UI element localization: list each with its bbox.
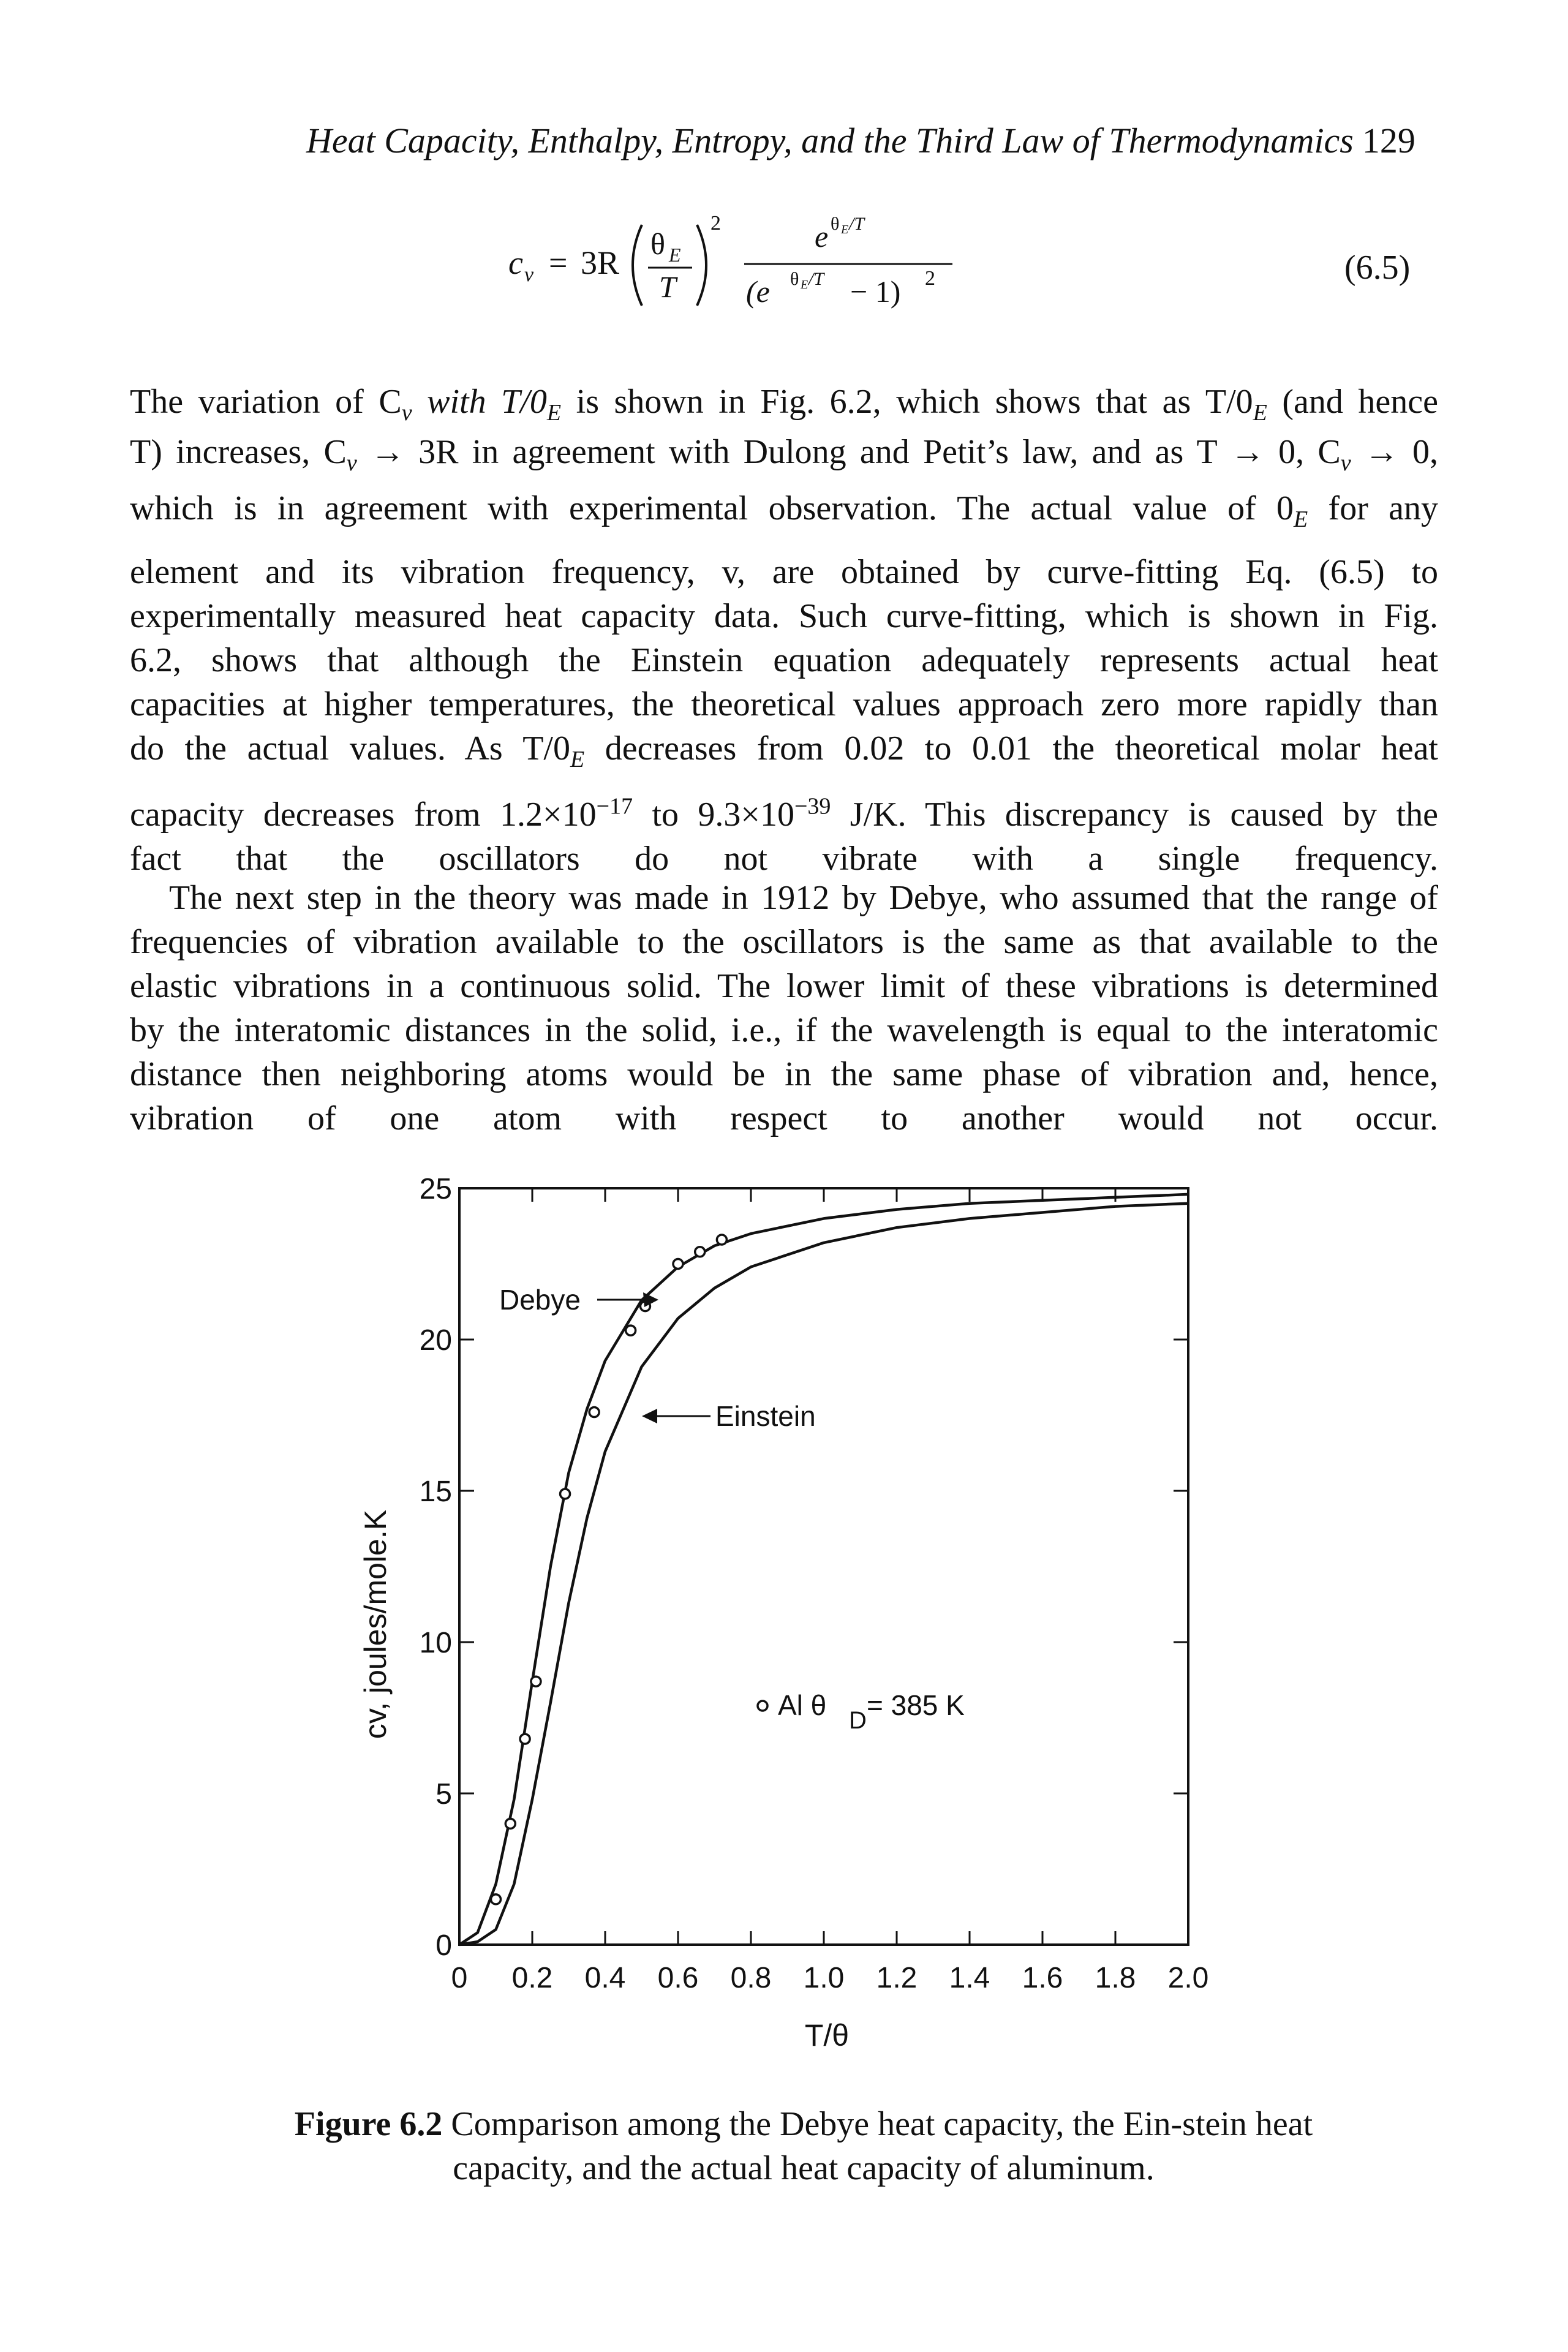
al-data-point (531, 1676, 541, 1686)
x-tick-label: 0.2 (511, 1962, 553, 1994)
x-tick-label: 2.0 (1167, 1962, 1209, 1994)
eq-square: 2 (710, 212, 721, 235)
p1-line-10: fact that the oscillators do not vibrate with a single frequency. (130, 840, 1438, 878)
p1-line-3: which is in agreement with experimental observation. The actual value of $0_E$ for any (130, 489, 1438, 530)
paragraph-2 (130, 876, 1438, 1140)
eq-den-exp: θ (790, 269, 799, 289)
eq-left-paren (633, 225, 642, 306)
p2-line-3: elastic vibrations in a continuous solid. The lower limit of these vibrations is determined (130, 967, 1438, 1005)
al-data-point (505, 1819, 515, 1828)
al-legend-marker (758, 1701, 767, 1711)
p1-line-5: experimentally measured heat capacity data. Such curve-fitting, which is shown in Fig. (130, 597, 1438, 635)
figure-6-2-chart (318, 1164, 1250, 2082)
caption-text: Comparison among the Debye heat capacity, the Ein-stein heat (442, 2105, 1313, 2143)
y-tick-label: 10 (419, 1627, 452, 1659)
al-data-point (491, 1894, 501, 1904)
al-data-point (589, 1408, 599, 1417)
x-axis-label: T/θ (804, 2018, 850, 2052)
eq-right-paren (697, 225, 706, 306)
debye-label: Debye (499, 1284, 581, 1316)
x-tick-label: 1.4 (949, 1962, 990, 1994)
p2-line-4: by the interatomic distances in the solid, i.e., if the wavelength is equal to the interatomic (130, 1011, 1438, 1049)
einstein-label: Einstein (715, 1400, 816, 1432)
p2-line-1: The next step in the theory was made in 1912 by Debye, who assumed that the range of (169, 879, 1438, 917)
y-tick-label: 5 (435, 1778, 452, 1811)
page-number: 129 (1362, 121, 1415, 160)
eq-coef: 3R (581, 244, 620, 281)
caption-text-2: capacity, and the actual heat capacity of aluminum. (453, 2149, 1155, 2187)
eq-T: T (659, 270, 676, 304)
caption-label: Figure 6.2 (294, 2105, 443, 2143)
eq-num-e: e (815, 219, 829, 254)
eq-num-exp: θ (831, 214, 840, 234)
x-tick-label: 0 (451, 1962, 468, 1994)
annotations (499, 1284, 965, 1734)
eq-den-exp-tail: /T (809, 269, 824, 289)
al-subscript: D (849, 1707, 867, 1734)
al-data-points (491, 1235, 727, 1904)
eq-lhs-sub: v (524, 263, 534, 286)
p1-line-7: capacities at higher temperatures, the theoretical values approach zero more rapidly than (130, 685, 1438, 723)
x-tick-label: 1.0 (803, 1962, 845, 1994)
eq-den-exp-sub: E (801, 278, 809, 292)
y-tick-label: 20 (419, 1324, 452, 1357)
y-axis-label: cv, joules/mole.K (358, 1509, 393, 1740)
y-tick-label: 0 (435, 1929, 452, 1962)
figure-caption (252, 2102, 1355, 2190)
p1-line-9: capacity decreases from $1.2\times 10^{-17}$ to $9.3\times 10^{-39}$ J/K. This discrepancy is caused by the (130, 793, 1438, 834)
p1-line-4: element and its vibration frequency, v, are obtained by curve-fitting Eq. (6.5) to (130, 553, 1438, 591)
eq-den-open: (e (746, 274, 770, 309)
al-value: = 385 K (867, 1689, 965, 1721)
running-head (306, 120, 1446, 161)
p2-line-2: frequencies of vibration available to the oscillators is the same as that available to the (130, 923, 1438, 961)
p2-line-6: vibration of one atom with respect to another would not occur. (130, 1099, 1438, 1137)
x-tick-label: 1.2 (876, 1962, 918, 1994)
eq-equals: = (549, 244, 568, 281)
eq-den-tail: − 1) (850, 274, 901, 309)
x-tick-label: 1.6 (1022, 1962, 1063, 1994)
equation-number: (6.5) (1344, 249, 1411, 287)
p1-line-1: The variation of $C_v$ with $T/0_E$ is shown in Fig. 6.2, which shows that as $T/0_E$ (and hence (130, 383, 1438, 424)
eq-theta-sub: E (669, 244, 681, 266)
paragraph-1 (130, 380, 1438, 881)
p2-line-5: distance then neighboring atoms would be in the same phase of vibration and, hence, (130, 1055, 1438, 1093)
eq-num-exp-tail: /T (849, 214, 865, 234)
al-data-point (626, 1325, 636, 1335)
running-title: Heat Capacity, Enthalpy, Entropy, and the Third Law of Thermodynamics (306, 121, 1354, 160)
equation-6-5 (502, 193, 992, 328)
eq-theta: θ (650, 227, 665, 261)
al-data-point (673, 1259, 683, 1269)
al-data-point (520, 1734, 530, 1744)
p1-line-6: 6.2, shows that although the Einstein equation adequately represents actual heat (130, 641, 1438, 679)
eq-num-exp-sub: E (841, 223, 849, 236)
al-data-point (717, 1235, 726, 1245)
al-label: Al θ (778, 1689, 827, 1721)
x-tick-label: 0.4 (584, 1962, 626, 1994)
p1-line-8: do the actual values. As $T/0_E$ decreases from 0.02 to 0.01 the theoretical molar heat (130, 729, 1438, 771)
y-tick-label: 15 (419, 1476, 452, 1508)
eq-lhs: c (508, 244, 523, 281)
p1-line-2: T) increases, $C_v \to 3R$ in agreement with Dulong and Petit’s law, and as T → 0, $C_v \to 0$, (130, 433, 1438, 474)
al-data-point (695, 1247, 705, 1257)
al-data-point (560, 1489, 570, 1499)
x-tick-label: 0.8 (730, 1962, 772, 1994)
x-tick-label: 1.8 (1095, 1962, 1136, 1994)
einstein-arrow-head (642, 1409, 657, 1423)
eq-den-square: 2 (925, 267, 935, 290)
y-tick-label: 25 (419, 1173, 452, 1205)
x-tick-label: 0.6 (657, 1962, 699, 1994)
